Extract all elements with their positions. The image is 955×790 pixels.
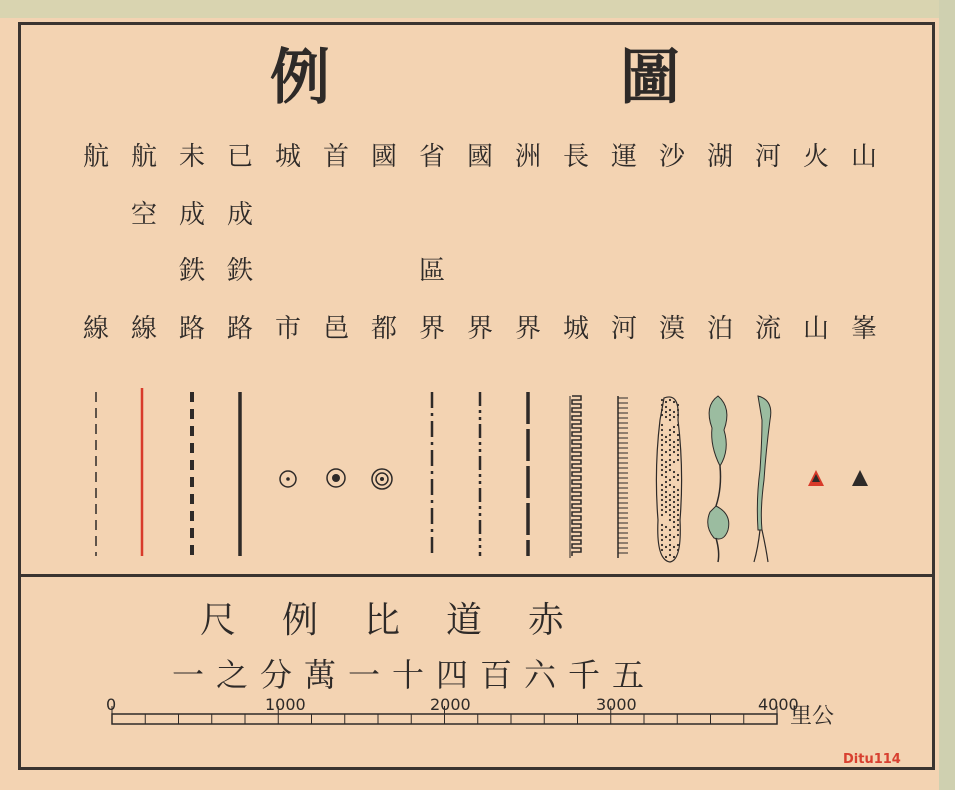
legend-label-char: 沙 (658, 142, 685, 172)
legend-label-char: 線 (130, 314, 157, 344)
legend-label-char: 洲 (514, 142, 541, 172)
legend-label-char: 國 (370, 142, 397, 172)
legend-label-char: 未 (178, 142, 205, 172)
scale-title: 尺例比道赤 (200, 600, 611, 641)
legend-label-char: 河 (610, 314, 637, 344)
legend-label-char: 市 (274, 314, 301, 344)
legend-label-char: 火 (802, 142, 829, 172)
legend-label-char: 邑 (322, 314, 349, 344)
legend-label-char: 峯 (850, 314, 877, 344)
scale-tick-label: 2000 (430, 695, 471, 714)
scale-tick-label: 0 (106, 695, 117, 714)
legend-label-char: 已 (226, 142, 253, 172)
legend-label-char: 流 (754, 314, 781, 344)
scale-tick-label: 1000 (265, 695, 306, 714)
legend-label-char: 長 (562, 142, 589, 172)
legend-label-char: 泊 (706, 314, 733, 344)
legend-label-char: 湖 (706, 142, 733, 172)
legend-label-char: 城 (274, 142, 301, 172)
legend-label-char: 鉄 (226, 256, 253, 286)
legend-label-char: 界 (418, 314, 445, 344)
legend-label-char: 山 (802, 314, 829, 344)
legend-label-char: 成 (178, 200, 205, 230)
legend-label-char: 區 (418, 256, 445, 286)
legend-label-char: 路 (178, 314, 205, 344)
legend-label-char: 運 (610, 142, 637, 172)
watermark: Ditu114 (843, 752, 901, 767)
legend-title-char-1: 例 (270, 43, 330, 113)
legend-label-char: 航 (130, 142, 157, 172)
legend-label-char: 線 (82, 314, 109, 344)
legend-label-char: 空 (130, 200, 157, 230)
legend-label-char: 都 (370, 314, 397, 344)
scale-tick-label: 3000 (596, 695, 637, 714)
legend-label-char: 河 (754, 142, 781, 172)
legend-title-char-2: 圖 (620, 43, 680, 113)
legend-label-char: 成 (226, 200, 253, 230)
legend-label-char: 城 (562, 314, 589, 344)
legend-label-char: 漠 (658, 314, 685, 344)
legend-label-char: 山 (850, 142, 877, 172)
legend-label-char: 首 (322, 142, 349, 172)
legend-label-char: 路 (226, 314, 253, 344)
legend-label-char: 界 (514, 314, 541, 344)
legend-label-char: 省 (418, 142, 445, 172)
scale-unit: 里公 (790, 704, 835, 729)
scale-ratio: 一之分萬一十四百六千五 (172, 656, 657, 694)
legend-label-char: 鉄 (178, 256, 205, 286)
legend-label-char: 國 (466, 142, 493, 172)
legend-label-char: 航 (82, 142, 109, 172)
legend-label-char: 界 (466, 314, 493, 344)
scale-tick-label: 4000 (758, 695, 799, 714)
